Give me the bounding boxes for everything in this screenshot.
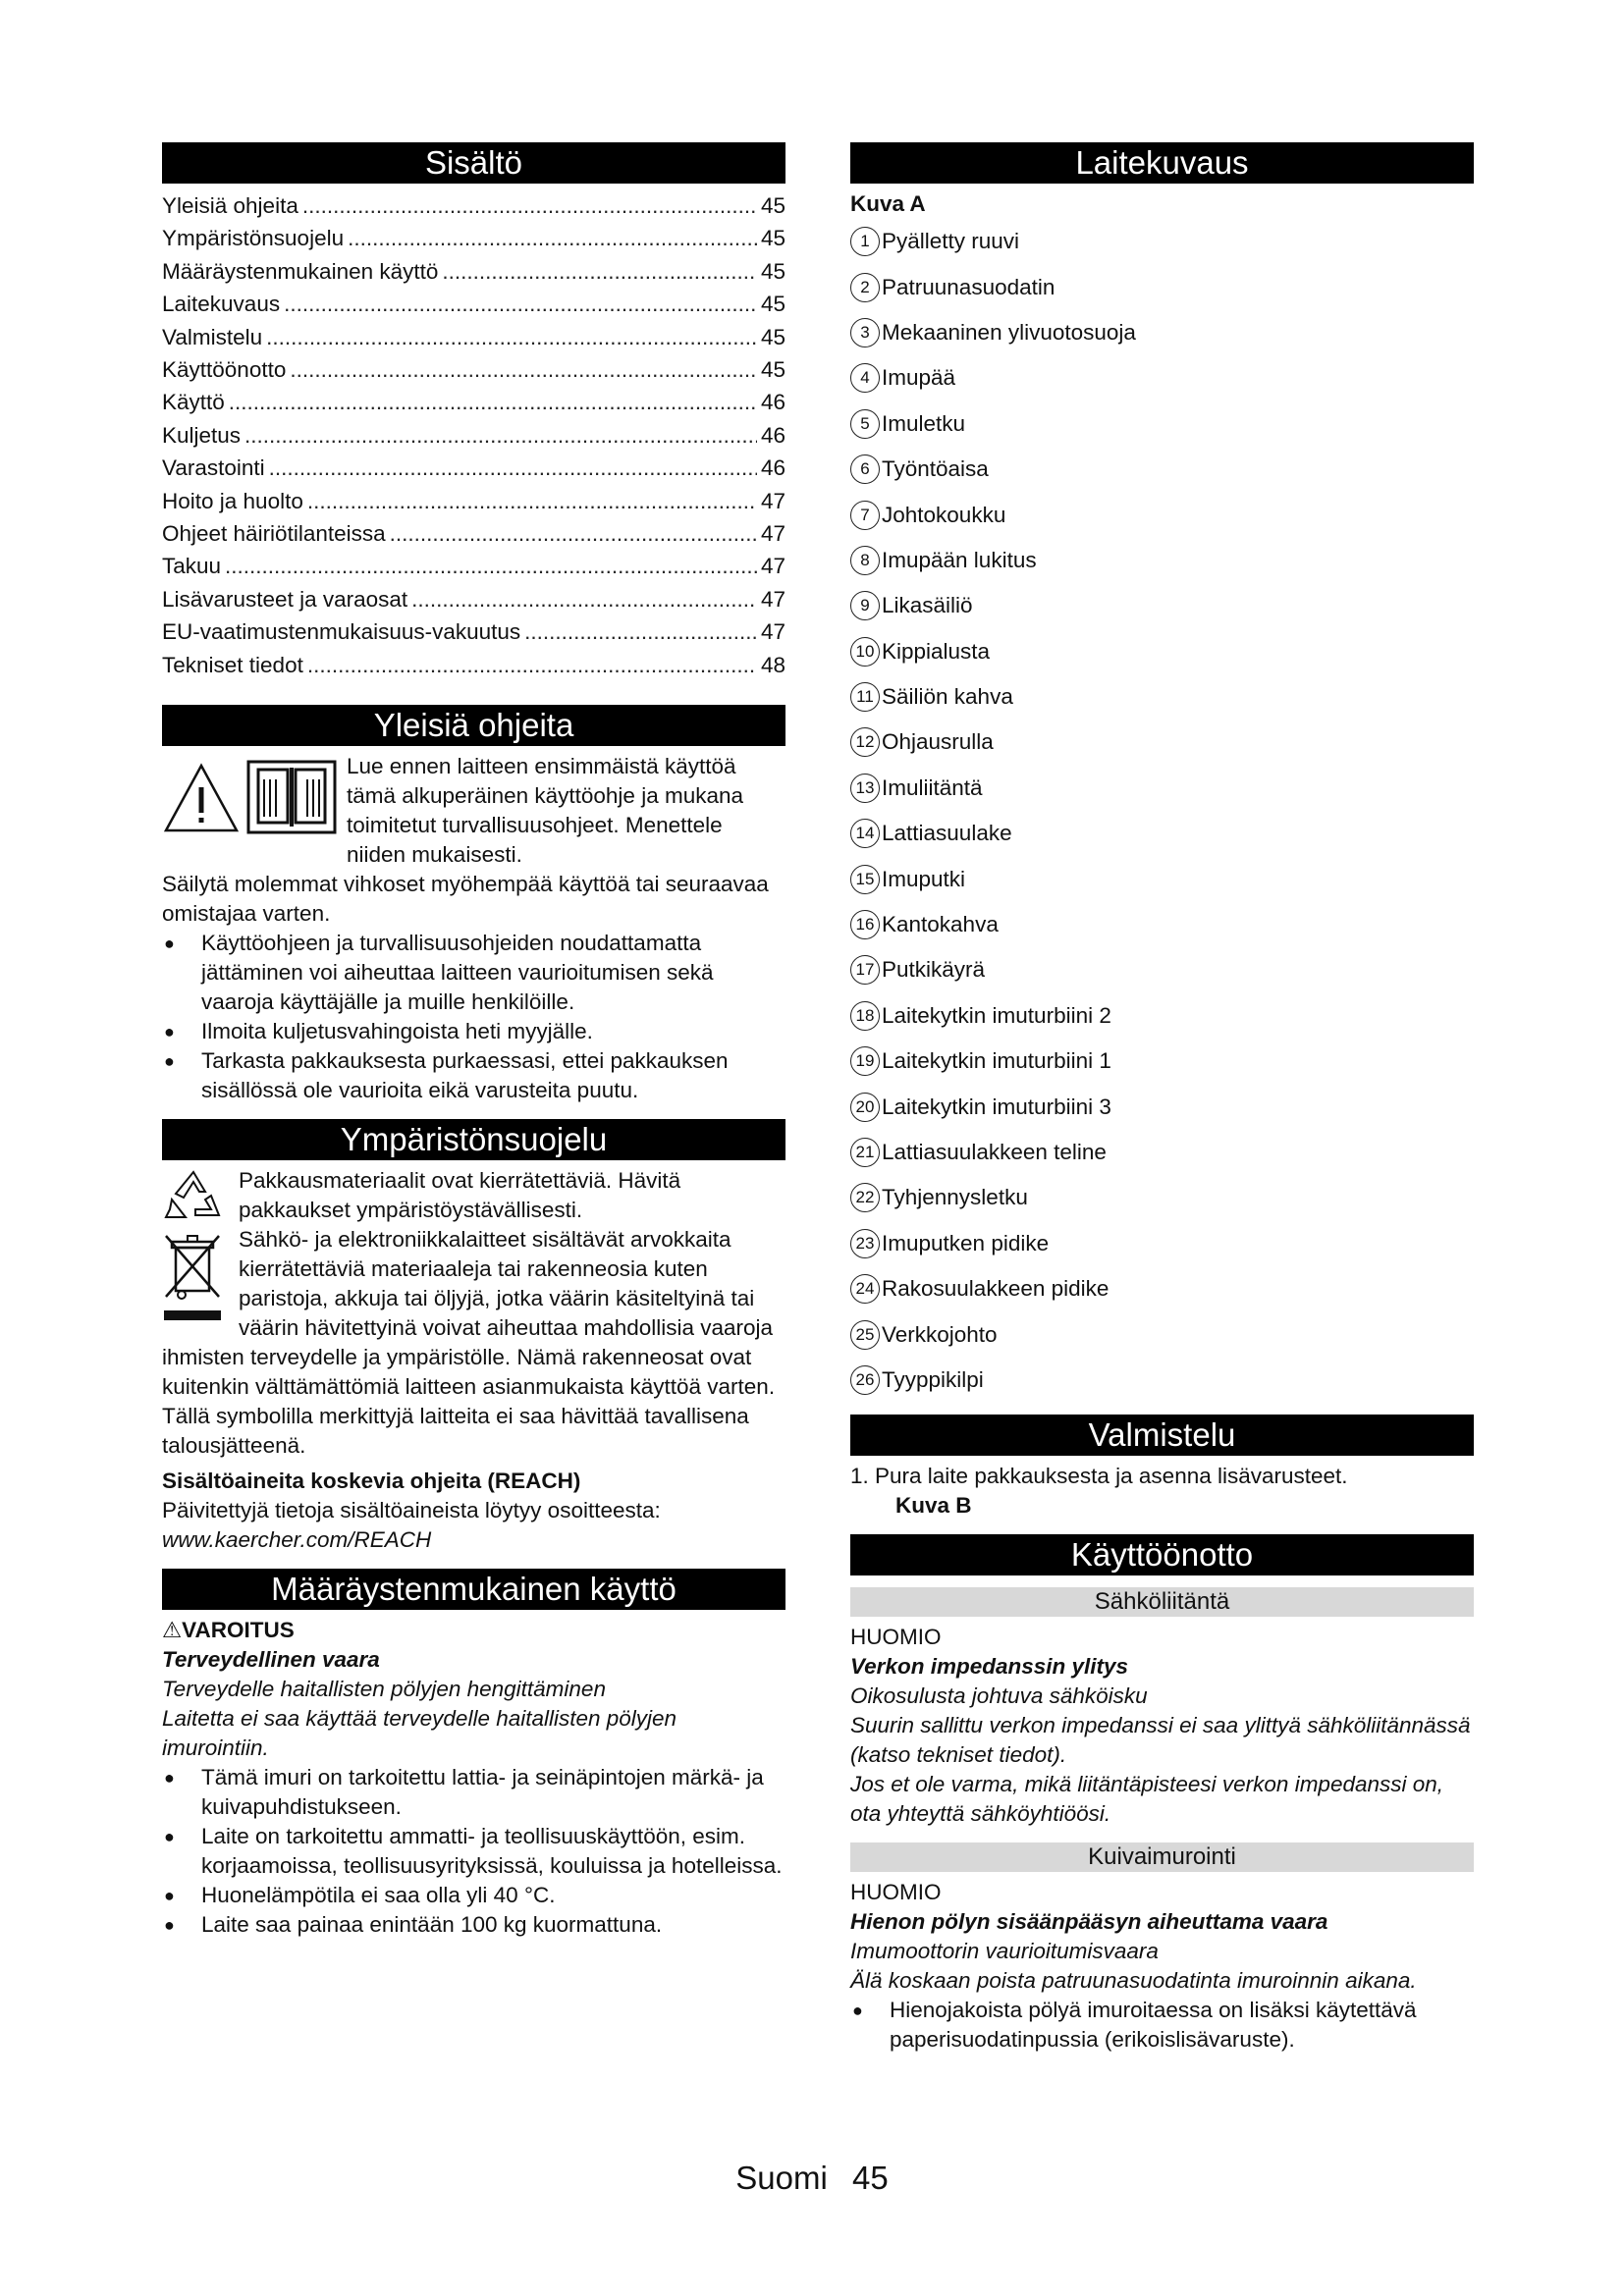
part-label: Likasäiliö bbox=[882, 593, 973, 618]
toc-item[interactable] bbox=[162, 255, 785, 288]
toc-item-page: 45 bbox=[760, 193, 785, 218]
part-item bbox=[850, 1130, 1474, 1175]
electrical-line-2: Jos et ole varma, mikä liitäntäpisteesi verkon impedanssi on, ota yhteyttä sähköyhtiöösi. bbox=[850, 1772, 1444, 1827]
toc-item-leader bbox=[411, 583, 757, 615]
toc-item-title: EU-vaatimustenmukaisuus-vakuutus bbox=[162, 619, 521, 645]
part-item bbox=[850, 811, 1474, 856]
warning-triangle-icon bbox=[162, 760, 241, 838]
use-bullet: ● Laite on tarkoitettu ammatti- ja teollisuuskäyttöön, esim. korjaamoissa, teollisuusyrityksissä, kouluissa ja hotelleissa. bbox=[162, 1822, 785, 1881]
part-label: Laitekytkin imuturbiini 2 bbox=[882, 1002, 1111, 1028]
toc-item-page: 48 bbox=[760, 652, 785, 677]
part-number-badge: 21 bbox=[850, 1138, 880, 1167]
part-number-badge: 15 bbox=[850, 865, 880, 894]
part-item bbox=[850, 583, 1474, 628]
part-item bbox=[850, 355, 1474, 400]
part-number-badge: 20 bbox=[850, 1093, 880, 1122]
toc-item-leader bbox=[524, 615, 757, 648]
part-item bbox=[850, 766, 1474, 811]
part-label: Lattiasuulake bbox=[882, 821, 1012, 846]
warning-label: ⚠VAROITUS bbox=[162, 1618, 295, 1643]
part-number-badge: 26 bbox=[850, 1365, 880, 1395]
toc-item-leader bbox=[307, 649, 757, 681]
part-number-badge: 10 bbox=[850, 637, 880, 667]
part-item bbox=[850, 1221, 1474, 1266]
part-item bbox=[850, 1039, 1474, 1084]
part-label: Kantokahva bbox=[882, 912, 999, 937]
toc-item-page: 46 bbox=[760, 455, 785, 481]
part-item bbox=[850, 219, 1474, 264]
part-item bbox=[850, 856, 1474, 901]
environment-heading: Ympäristönsuojelu bbox=[162, 1119, 785, 1160]
parts-list bbox=[850, 219, 1474, 1403]
reach-text: Päivitettyjä tietoja sisältöaineista löytyy osoitteesta: bbox=[162, 1498, 661, 1523]
toc-item-title: Käyttöönotto bbox=[162, 357, 287, 383]
part-label: Rakosuulakkeen pidike bbox=[882, 1276, 1110, 1302]
part-label: Laitekytkin imuturbiini 1 bbox=[882, 1048, 1111, 1074]
use-bullet: ● Huonelämpötila ei saa olla yli 40 °C. bbox=[162, 1881, 785, 1910]
electrical-subheading: Sähköliitäntä bbox=[850, 1587, 1474, 1617]
toc-item[interactable] bbox=[162, 419, 785, 452]
manual-book-icon bbox=[244, 758, 339, 836]
toc-item-title: Takuu bbox=[162, 554, 222, 579]
hazard-title: Terveydellinen vaara bbox=[162, 1647, 380, 1673]
dry-bullet: ● Hienojakoista pölyä imuroitaessa on lisäksi käytettävä paperisuodatinpussia (erikoislisävaruste). bbox=[850, 1996, 1474, 2055]
dry-line-1: Älä koskaan poista patruunasuodatinta imuroinnin aikana. bbox=[850, 1968, 1417, 1994]
part-label: Putkikäyrä bbox=[882, 957, 986, 983]
part-label: Ohjausrulla bbox=[882, 729, 994, 755]
recycling-icon bbox=[162, 1166, 225, 1223]
use-bullet: ● Tämä imuri on tarkoitettu lattia- ja seinäpintojen märkä- ja kuivapuhdistukseen. bbox=[162, 1763, 785, 1822]
toc-item-page: 45 bbox=[760, 292, 785, 317]
part-item bbox=[850, 264, 1474, 309]
toc-item-title: Käyttö bbox=[162, 390, 225, 415]
hazard-action: Laitetta ei saa käyttää terveydelle haitallisten pölyjen imurointiin. bbox=[162, 1706, 677, 1761]
toc-item[interactable] bbox=[162, 288, 785, 320]
part-number-badge: 24 bbox=[850, 1274, 880, 1304]
general-keep: Säilytä molemmat vihkoset myöhempää käyttöä tai seuraavaa omistajaa varten. bbox=[162, 872, 769, 927]
part-number-badge: 1 bbox=[850, 227, 880, 256]
intended-use-heading: Määräystenmukainen käyttö bbox=[162, 1569, 785, 1610]
figure-b-label: Kuva B bbox=[895, 1493, 972, 1519]
part-number-badge: 7 bbox=[850, 501, 880, 530]
toc-item-page: 47 bbox=[760, 521, 785, 547]
preparation-heading: Valmistelu bbox=[850, 1415, 1474, 1456]
part-item bbox=[850, 1084, 1474, 1129]
toc-item-leader bbox=[307, 485, 757, 517]
environment-section bbox=[162, 1166, 785, 1555]
part-number-badge: 12 bbox=[850, 727, 880, 757]
part-label: Pyälletty ruuvi bbox=[882, 229, 1020, 254]
general-heading: Yleisiä ohjeita bbox=[162, 705, 785, 746]
page-footer bbox=[0, 2160, 1624, 2197]
environment-electronics: Sähkö- ja elektroniikkalaitteet sisältävät arvokkaita kierrätettäviä materiaaleja tai rakenneosia kuten paristoja, akkuja tai öljyjä, jotka väärin käsiteltyinä tai väärin hävitettyinä voivat aiheuttaa mahdollisia vaaroja ihmisten terveydelle ja ympäristölle. Nämä rakenneosat ovat kuitenkin välttämättömiä laitteen asianmukaista käyttöä varten. Tällä symbolilla merkittyjä laitteita ei saa hävittää tavallisena talousjätteenä. bbox=[162, 1227, 776, 1459]
toc-item-title: Yleisiä ohjeita bbox=[162, 193, 298, 218]
part-item bbox=[850, 447, 1474, 492]
part-item bbox=[850, 720, 1474, 765]
part-label: Tyyppikilpi bbox=[882, 1366, 984, 1392]
toc-item[interactable] bbox=[162, 649, 785, 681]
general-intro: Lue ennen laitteen ensimmäistä käyttöä tämä alkuperäinen käyttöohje ja mukana toimitetut turvallisuusohjeet. Menettele niiden mukaisesti. bbox=[347, 754, 744, 868]
footer-language: Suomi bbox=[735, 2160, 828, 2196]
toc-item-title: Ohjeet häiriötilanteissa bbox=[162, 521, 386, 547]
toc-item-page: 47 bbox=[760, 619, 785, 645]
part-item bbox=[850, 1311, 1474, 1357]
part-label: Lattiasuulakkeen teline bbox=[882, 1140, 1107, 1164]
part-item bbox=[850, 310, 1474, 355]
toc-item-title: Määräystenmukainen käyttö bbox=[162, 258, 439, 284]
toc-item[interactable] bbox=[162, 615, 785, 648]
toc-item-leader bbox=[244, 419, 757, 452]
hazard-desc: Terveydelle haitallisten pölyjen hengittäminen bbox=[162, 1677, 606, 1702]
part-number-badge: 3 bbox=[850, 318, 880, 347]
toc-item[interactable] bbox=[162, 452, 785, 484]
part-number-badge: 25 bbox=[850, 1320, 880, 1350]
dry-notice: HUOMIO bbox=[850, 1880, 942, 1905]
toc-item-leader bbox=[266, 321, 757, 353]
general-bullet: ● Tarkasta pakkauksesta purkaessasi, ettei pakkauksen sisällössä ole vaurioita eikä varusteita puutu. bbox=[162, 1046, 785, 1105]
part-item bbox=[850, 538, 1474, 583]
part-number-badge: 19 bbox=[850, 1046, 880, 1076]
part-label: Laitekytkin imuturbiini 3 bbox=[882, 1094, 1111, 1119]
part-item bbox=[850, 629, 1474, 674]
toc-item[interactable] bbox=[162, 386, 785, 418]
part-label: Mekaaninen ylivuotosuoja bbox=[882, 319, 1136, 345]
general-bullet: ● Ilmoita kuljetusvahingoista heti myyjälle. bbox=[162, 1017, 785, 1046]
part-number-badge: 4 bbox=[850, 363, 880, 393]
toc-item-page: 45 bbox=[760, 324, 785, 349]
toc-heading: Sisältö bbox=[162, 142, 785, 184]
figure-a-label: Kuva A bbox=[850, 191, 926, 216]
toc-item-title: Lisävarusteet ja varaosat bbox=[162, 586, 408, 612]
part-item bbox=[850, 1358, 1474, 1403]
part-number-badge: 17 bbox=[850, 955, 880, 985]
toc-item-leader bbox=[225, 550, 757, 582]
part-number-badge: 5 bbox=[850, 409, 880, 439]
part-label: Johtokoukku bbox=[882, 502, 1006, 527]
part-label: Säiliön kahva bbox=[882, 684, 1013, 710]
part-number-badge: 16 bbox=[850, 910, 880, 939]
dry-hazard-desc: Imumoottorin vaurioitumisvaara bbox=[850, 1939, 1159, 1964]
part-number-badge: 2 bbox=[850, 273, 880, 302]
part-item bbox=[850, 1266, 1474, 1311]
toc-item[interactable] bbox=[162, 353, 785, 386]
part-label: Patruunasuodatin bbox=[882, 274, 1056, 299]
part-number-badge: 18 bbox=[850, 1001, 880, 1031]
toc-item-leader bbox=[442, 255, 757, 288]
use-bullet: ● Laite saa painaa enintään 100 kg kuormattuna. bbox=[162, 1910, 785, 1940]
preparation-step: 1. Pura laite pakkauksesta ja asenna lisävarusteet. bbox=[850, 1464, 1348, 1489]
toc-item-leader bbox=[348, 222, 757, 254]
electrical-hazard-desc: Oikosulusta johtuva sähköisku bbox=[850, 1683, 1148, 1709]
part-label: Imuputki bbox=[882, 866, 966, 891]
toc-item-title: Laitekuvaus bbox=[162, 292, 281, 317]
electrical-line-1: Suurin sallittu verkon impedanssi ei saa ylittyä sähköliitännässä (katso tekniset tiedot). bbox=[850, 1713, 1471, 1768]
toc-item-leader bbox=[302, 189, 757, 222]
part-number-badge: 9 bbox=[850, 591, 880, 620]
warning-icons bbox=[162, 752, 341, 848]
toc-item[interactable] bbox=[162, 189, 785, 222]
part-item bbox=[850, 947, 1474, 992]
part-label: Imupää bbox=[882, 365, 956, 391]
part-number-badge: 14 bbox=[850, 819, 880, 848]
footer-page-number: 45 bbox=[852, 2160, 889, 2196]
toc-item-page: 46 bbox=[760, 422, 785, 448]
part-label: Imuletku bbox=[882, 410, 966, 436]
dry-hazard: Hienon pölyn sisäänpääsyn aiheuttama vaara bbox=[850, 1909, 1328, 1935]
toc-item-title: Hoito ja huolto bbox=[162, 488, 303, 513]
part-label: Imuliitäntä bbox=[882, 774, 983, 800]
dry-subheading: Kuivaimurointi bbox=[850, 1842, 1474, 1872]
toc-item-title: Kuljetus bbox=[162, 422, 242, 448]
part-number-badge: 23 bbox=[850, 1229, 880, 1258]
reach-title: Sisältöaineita koskevia ohjeita (REACH) bbox=[162, 1468, 581, 1494]
intended-use-section bbox=[162, 1616, 785, 1940]
toc-item-leader bbox=[390, 517, 757, 550]
toc-item-page: 46 bbox=[760, 390, 785, 415]
toc-item-title: Valmistelu bbox=[162, 324, 263, 349]
crossed-bin-icon bbox=[162, 1232, 225, 1326]
toc-item-leader bbox=[229, 386, 757, 418]
part-item bbox=[850, 902, 1474, 947]
left-column bbox=[162, 142, 785, 1940]
toc-item[interactable] bbox=[162, 517, 785, 550]
toc-item-leader bbox=[284, 288, 757, 320]
toc-item-title: Varastointi bbox=[162, 455, 265, 481]
part-item bbox=[850, 492, 1474, 537]
reach-link[interactable]: www.kaercher.com/REACH bbox=[162, 1527, 432, 1553]
general-section bbox=[162, 752, 785, 1105]
part-label: Työntöaisa bbox=[882, 456, 989, 482]
part-item bbox=[850, 993, 1474, 1039]
part-number-badge: 22 bbox=[850, 1183, 880, 1212]
toc-item-page: 47 bbox=[760, 488, 785, 513]
part-label: Kippialusta bbox=[882, 638, 991, 664]
toc-item-leader bbox=[269, 452, 757, 484]
toc-item[interactable] bbox=[162, 321, 785, 353]
part-number-badge: 13 bbox=[850, 774, 880, 803]
part-number-badge: 6 bbox=[850, 454, 880, 484]
toc-item-page: 45 bbox=[760, 258, 785, 284]
startup-heading: Käyttöönotto bbox=[850, 1534, 1474, 1575]
toc-item[interactable] bbox=[162, 485, 785, 517]
environment-packaging: Pakkausmateriaalit ovat kierrätettäviä. Hävitä pakkaukset ympäristöystävällisesti. bbox=[239, 1168, 681, 1223]
part-item bbox=[850, 1175, 1474, 1220]
electrical-notice: HUOMIO bbox=[850, 1625, 942, 1650]
toc-item-page: 45 bbox=[760, 357, 785, 383]
toc-item[interactable] bbox=[162, 583, 785, 615]
toc-item-page: 47 bbox=[760, 586, 785, 612]
right-column bbox=[850, 142, 1474, 2055]
toc-item-title: Ympäristönsuojelu bbox=[162, 226, 345, 251]
general-bullet: ● Käyttöohjeen ja turvallisuusohjeiden noudattamatta jättäminen voi aiheuttaa laitteen vaurioitumisen sekä vaaroja käyttäjälle ja muille henkilöille. bbox=[162, 929, 785, 1017]
toc-item[interactable] bbox=[162, 550, 785, 582]
eco-icons bbox=[162, 1166, 231, 1331]
toc-list bbox=[162, 189, 785, 681]
part-item bbox=[850, 674, 1474, 720]
toc-item[interactable] bbox=[162, 222, 785, 254]
toc-item-page: 47 bbox=[760, 554, 785, 579]
part-label: Imupään lukitus bbox=[882, 547, 1037, 572]
toc-item-title: Tekniset tiedot bbox=[162, 652, 303, 677]
part-label: Imuputken pidike bbox=[882, 1230, 1050, 1255]
toc-item-page: 45 bbox=[760, 226, 785, 251]
part-label: Tyhjennysletku bbox=[882, 1185, 1028, 1210]
part-item bbox=[850, 401, 1474, 447]
part-label: Verkkojohto bbox=[882, 1321, 998, 1347]
part-number-badge: 11 bbox=[850, 682, 880, 712]
part-number-badge: 8 bbox=[850, 546, 880, 575]
device-heading: Laitekuvaus bbox=[850, 142, 1474, 184]
toc-item-leader bbox=[290, 353, 757, 386]
electrical-hazard: Verkon impedanssin ylitys bbox=[850, 1654, 1129, 1680]
